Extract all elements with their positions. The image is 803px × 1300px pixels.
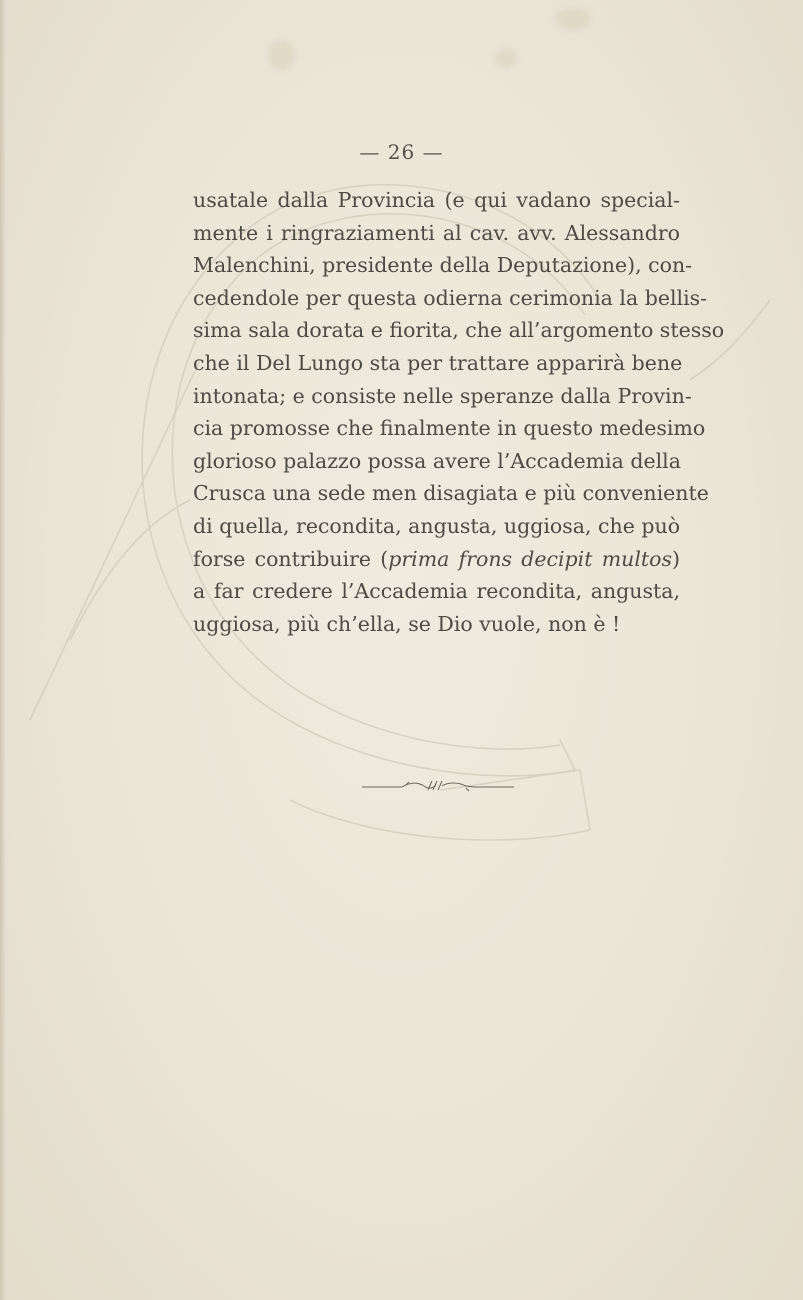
text-line: sima sala dorata e fiorita, che all’argomento stesso bbox=[193, 318, 725, 343]
text-line: usatale dalla Provincia (e qui vadano special- bbox=[193, 188, 680, 212]
paper-stain bbox=[268, 40, 296, 70]
text-line-last: uggiosa, più ch’ella, se Dio vuole, non è ! bbox=[193, 611, 621, 636]
latin-quote: prima frons decipit multos bbox=[388, 546, 672, 571]
text-line: glorioso palazzo possa avere l’Accademia della bbox=[193, 448, 681, 473]
text-line-with-latin-quote bbox=[193, 543, 680, 576]
text-line: cia promosse che finalmente in questo medesimo bbox=[193, 416, 706, 441]
text-line: intonata; e consiste nelle speranze dalla Provin- bbox=[193, 383, 692, 408]
decorative-divider-icon bbox=[362, 776, 514, 796]
text-line: Crusca una sede men disagiata e più conveniente bbox=[193, 481, 709, 506]
text-line: Malenchini, presidente della Deputazione), con- bbox=[193, 253, 693, 278]
paper-stain bbox=[495, 48, 517, 68]
text-line: che il Del Lungo sta per trattare apparirà bene bbox=[193, 350, 683, 375]
text-line: a far credere l’Accademia recondita, angusta, bbox=[193, 579, 680, 604]
page-edge-shadow bbox=[0, 0, 6, 1300]
text-line: mente i ringraziamenti al cav. avv. Alessandro bbox=[193, 220, 680, 245]
page-number: — 26 — bbox=[359, 140, 444, 164]
paper-stain bbox=[555, 8, 591, 30]
line-start: forse contribuire ( bbox=[193, 546, 389, 571]
line-end: ) bbox=[672, 546, 680, 571]
body-text bbox=[193, 184, 725, 640]
text-line: cedendole per questa odierna cerimonia la bellis- bbox=[193, 285, 708, 310]
text-line: di quella, recondita, angusta, uggiosa, che può bbox=[193, 513, 681, 538]
